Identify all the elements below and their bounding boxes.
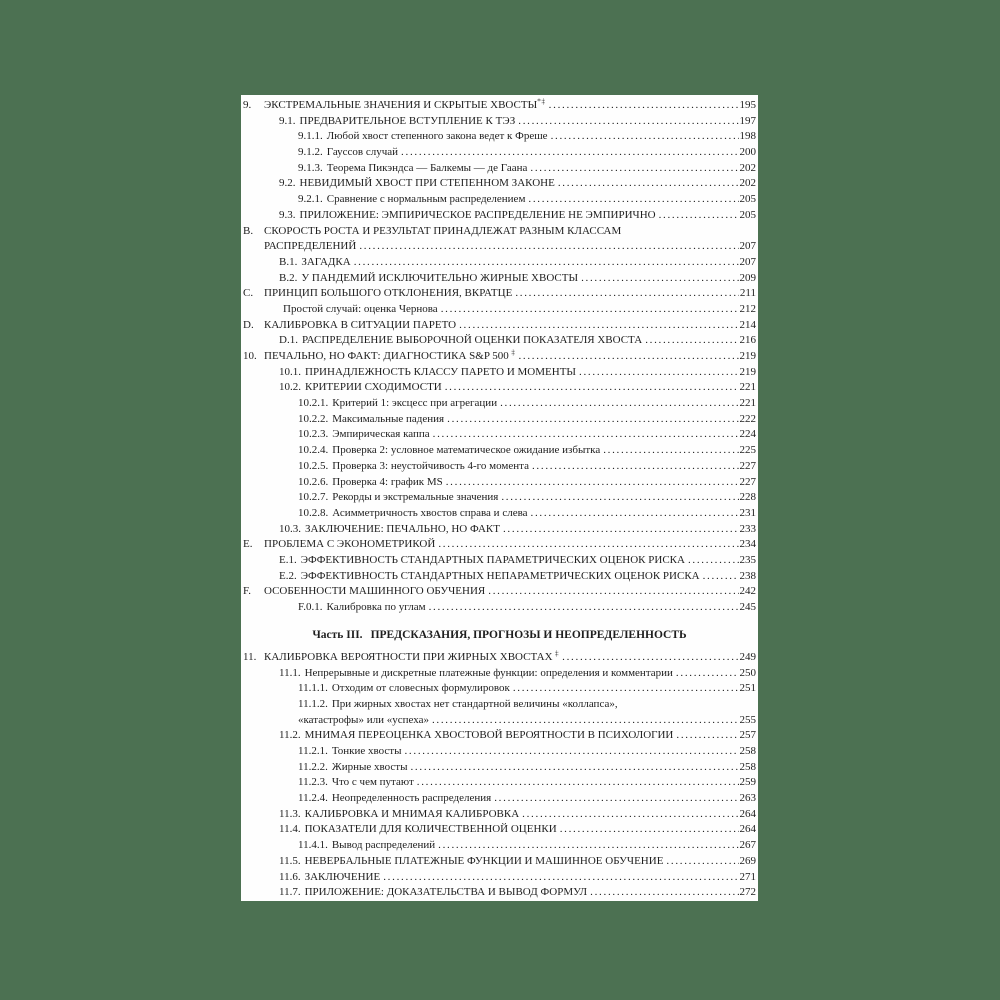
entry-number: 11.1.1. xyxy=(298,682,328,695)
paper xyxy=(241,95,758,901)
dot-leader xyxy=(528,192,738,208)
entry-number: B. xyxy=(243,224,254,237)
page-number: 221 xyxy=(739,381,756,394)
entry-number: 11.4. xyxy=(279,823,301,836)
page-number: 209 xyxy=(739,271,756,284)
entry-title xyxy=(264,98,546,114)
dot-leader xyxy=(549,98,739,114)
footnote-marker: ‡ xyxy=(552,649,560,658)
toc-entry xyxy=(243,192,756,208)
dot-leader xyxy=(433,427,739,443)
entry-number: E. xyxy=(243,538,253,551)
entry-title xyxy=(305,870,381,886)
footnote-marker: *‡ xyxy=(537,98,546,106)
page-number: 219 xyxy=(739,350,756,362)
entry-title xyxy=(301,569,700,585)
toc-entry xyxy=(243,666,756,682)
toc-entry xyxy=(243,506,756,522)
toc-entry xyxy=(243,807,756,823)
toc-entry xyxy=(243,537,756,553)
entry-title-text: Критерий 1: эксцесс при агрегации xyxy=(332,397,498,410)
page-number: 202 xyxy=(739,177,756,190)
page-number: 269 xyxy=(739,854,756,867)
toc-entry xyxy=(243,224,756,240)
entry-title xyxy=(332,681,510,697)
dot-leader xyxy=(530,161,738,177)
dot-leader xyxy=(503,522,739,538)
entry-title xyxy=(305,380,442,396)
entry-number: 9.3. xyxy=(279,208,296,221)
entry-title-text: ЭФФЕКТИВНОСТЬ СТАНДАРТНЫХ НЕПАРАМЕТРИЧЕСКИХ ОЦЕНОК РИСКА xyxy=(300,569,700,582)
entry-number: 11.2.4. xyxy=(298,792,328,805)
entry-title-text: Теорема Пикэндса — Балкемы — де Гаана xyxy=(326,161,528,174)
entry-title xyxy=(301,255,350,271)
toc-entry xyxy=(243,885,756,901)
entry-number: 11.1. xyxy=(279,666,301,679)
page-number: 258 xyxy=(739,745,756,757)
entry-number: D. xyxy=(243,318,254,331)
footnote-marker: ‡ xyxy=(508,349,516,357)
entry-number: E.1. xyxy=(279,553,297,566)
entry-title xyxy=(305,522,500,538)
dot-leader xyxy=(676,728,738,744)
dot-leader xyxy=(518,349,738,365)
entry-title-text: ПРЕДВАРИТЕЛЬНОЕ ВСТУПЛЕНИЕ К ТЭЗ xyxy=(299,114,516,127)
dot-leader xyxy=(438,537,738,553)
entry-title xyxy=(264,650,559,666)
entry-title-text: ПРИЛОЖЕНИЕ: ЭМПИРИЧЕСКОЕ РАСПРЕДЕЛЕНИЕ НЕ ЭМПИРИЧНО xyxy=(299,208,656,221)
entry-title-text: НЕВИДИМЫЙ ХВОСТ ПРИ СТЕПЕННОМ ЗАКОНЕ xyxy=(299,177,555,190)
entry-title xyxy=(332,775,414,791)
entry-title xyxy=(332,396,497,412)
dot-leader xyxy=(645,333,738,349)
page-number: 227 xyxy=(739,475,756,488)
part-heading xyxy=(243,628,756,644)
toc-entry xyxy=(243,600,756,616)
entry-title-text: ЗАКЛЮЧЕНИЕ xyxy=(304,870,381,883)
entry-title xyxy=(264,349,515,365)
page-number: 251 xyxy=(739,682,756,695)
toc-entry xyxy=(243,584,756,600)
entry-title-text: Эмпирическая каппа xyxy=(332,428,430,441)
entry-number: 10.2. xyxy=(279,381,301,394)
dot-leader xyxy=(447,412,738,428)
page-number: 197 xyxy=(739,114,756,127)
entry-title-text: Максимальные падения xyxy=(332,412,445,425)
dot-leader xyxy=(438,838,738,854)
toc-entry xyxy=(243,650,756,666)
entry-title xyxy=(264,584,485,600)
entry-title-text: ПРОБЛЕМА С ЭКОНОМЕТРИКОЙ xyxy=(264,538,436,551)
dot-leader xyxy=(404,744,738,760)
toc-entry xyxy=(243,412,756,428)
entry-title xyxy=(327,600,426,616)
page-number: 231 xyxy=(739,506,756,519)
dot-leader xyxy=(417,775,739,791)
entry-number: 10. xyxy=(243,350,257,362)
page-number: 264 xyxy=(739,823,756,836)
entry-number: 10.2.3. xyxy=(298,428,329,441)
entry-number: 9.1.1. xyxy=(298,130,323,143)
entry-number: 10.2.1. xyxy=(298,397,329,410)
dot-leader xyxy=(562,650,738,666)
entry-title-text: Отходим от словесных формулировок xyxy=(331,682,510,695)
entry-number: 9.1.3. xyxy=(298,161,323,174)
dot-leader xyxy=(515,286,739,302)
dot-leader xyxy=(500,396,738,412)
toc-entry xyxy=(243,775,756,791)
entry-title-text: Проверка 2: условное математическое ожидание избытка xyxy=(332,444,601,457)
entry-number: 10.3. xyxy=(279,522,301,535)
page-number: 207 xyxy=(739,240,756,253)
entry-number: 11.2.3. xyxy=(298,776,328,789)
dot-leader xyxy=(359,239,738,255)
toc-entry xyxy=(243,396,756,412)
entry-number: 10.2.7. xyxy=(298,491,329,504)
entry-title xyxy=(332,427,429,443)
entry-title xyxy=(332,838,435,854)
toc-entry xyxy=(243,490,756,506)
entry-title-text: ПЕЧАЛЬНО, НО ФАКТ: ДИАГНОСТИКА S&P 500 xyxy=(264,350,509,362)
dot-leader xyxy=(401,145,738,161)
entry-number: 11.6. xyxy=(279,870,301,883)
toc-entry xyxy=(243,522,756,538)
entry-title xyxy=(332,475,442,491)
toc-entry xyxy=(243,271,756,287)
toc-entry xyxy=(243,697,756,713)
entry-title-text: РАСПРЕДЕЛЕНИЙ xyxy=(264,240,357,253)
dot-leader xyxy=(354,255,739,271)
entry-title xyxy=(332,760,408,776)
entry-title-text: Сравнение с нормальным распределением xyxy=(326,193,526,206)
part-title: ПРЕДСКАЗАНИЯ, ПРОГНОЗЫ И НЕОПРЕДЕЛЕННОСТЬ xyxy=(370,629,687,642)
entry-title-text: ОСОБЕННОСТИ МАШИННОГО ОБУЧЕНИЯ xyxy=(264,585,486,598)
entry-title xyxy=(301,271,578,287)
entry-title-text: При жирных хвостах нет стандартной величины «коллапса», xyxy=(331,697,618,710)
page-number: 224 xyxy=(739,428,756,441)
toc-entry xyxy=(243,255,756,271)
dot-leader xyxy=(488,584,738,600)
entry-number: 9.1. xyxy=(279,114,296,127)
entry-number: 10.2.8. xyxy=(298,506,329,519)
entry-title xyxy=(283,302,438,318)
entry-title-text: РАСПРЕДЕЛЕНИЕ ВЫБОРОЧНОЙ ОЦЕНКИ ПОКАЗАТЕЛЯ ХВОСТА xyxy=(301,334,643,347)
dot-leader xyxy=(446,475,739,491)
toc-entry xyxy=(243,286,756,302)
dot-leader xyxy=(579,365,738,381)
dot-leader xyxy=(560,822,739,838)
toc-entry xyxy=(243,208,756,224)
entry-title-text: Асимметричность хвостов справа и слева xyxy=(332,506,528,519)
entry-title xyxy=(298,713,429,729)
dot-leader xyxy=(410,760,738,776)
entry-title xyxy=(305,822,557,838)
page-number: 200 xyxy=(739,146,756,159)
entry-title-text: У ПАНДЕМИЙ ИСКЛЮЧИТЕЛЬНО ЖИРНЫЕ ХВОСТЫ xyxy=(301,271,579,284)
toc-entry xyxy=(243,145,756,161)
entry-title-text: КАЛИБРОВКА ВЕРОЯТНОСТИ ПРИ ЖИРНЫХ ХВОСТАХ xyxy=(264,650,553,663)
dot-leader xyxy=(429,600,739,616)
entry-title xyxy=(327,145,398,161)
page-number: 205 xyxy=(739,193,756,206)
entry-number: 10.2.6. xyxy=(298,475,329,488)
entry-title xyxy=(300,114,516,130)
entry-title xyxy=(305,728,674,744)
dot-leader xyxy=(518,114,738,130)
entry-title-text: Проверка 4: график MS xyxy=(332,475,443,488)
entry-number: 11.4.1. xyxy=(298,839,328,852)
entry-title xyxy=(327,192,526,208)
entry-title-text: Простой случай: оценка Чернова xyxy=(283,302,438,315)
dot-leader xyxy=(703,569,739,585)
entry-title-text: Неопределенность распределения xyxy=(331,792,492,805)
page-number: 202 xyxy=(739,161,756,174)
entry-title-text: Тонкие хвосты xyxy=(331,745,402,757)
toc-entry xyxy=(243,459,756,475)
toc-entry xyxy=(243,176,756,192)
toc-entry xyxy=(243,854,756,870)
entry-title xyxy=(327,129,548,145)
entry-title xyxy=(264,224,621,240)
dot-leader xyxy=(659,208,739,224)
entry-title xyxy=(305,885,588,901)
entry-title xyxy=(301,553,685,569)
entry-number: B.2. xyxy=(279,271,298,284)
entry-title-text: МНИМАЯ ПЕРЕОЦЕНКА ХВОСТОВОЙ ВЕРОЯТНОСТИ В ПСИХОЛОГИИ xyxy=(304,729,674,742)
entry-title xyxy=(305,854,664,870)
toc-entry xyxy=(243,318,756,334)
toc-entry xyxy=(243,365,756,381)
page-number: 222 xyxy=(739,412,756,425)
toc-entry xyxy=(243,302,756,318)
entry-title-text: ЗАГАДКА xyxy=(301,255,351,268)
dot-leader xyxy=(501,490,738,506)
entry-title-text: ПОКАЗАТЕЛИ ДЛЯ КОЛИЧЕСТВЕННОЙ ОЦЕНКИ xyxy=(304,823,557,836)
toc-entry xyxy=(243,760,756,776)
entry-title xyxy=(305,666,673,682)
page-number: 271 xyxy=(739,870,756,883)
entry-title xyxy=(300,176,555,192)
page-number: 205 xyxy=(739,208,756,221)
page-number: 267 xyxy=(739,839,756,852)
toc-entry xyxy=(243,475,756,491)
toc-entry xyxy=(243,791,756,807)
entry-number: 11.5. xyxy=(279,854,301,867)
entry-title xyxy=(264,537,435,553)
dot-leader xyxy=(676,666,739,682)
entry-title xyxy=(332,459,529,475)
toc-entry xyxy=(243,569,756,585)
dot-leader xyxy=(666,854,738,870)
entry-title xyxy=(305,365,576,381)
entry-title-text: Гауссов случай xyxy=(326,146,399,159)
page-number: 219 xyxy=(739,365,756,378)
toc-entry xyxy=(243,870,756,886)
page-number: 225 xyxy=(739,444,756,457)
page-number: 258 xyxy=(739,760,756,773)
entry-title-text: СКОРОСТЬ РОСТА И РЕЗУЛЬТАТ ПРИНАДЛЕЖАТ РАЗНЫМ КЛАССАМ xyxy=(264,224,622,237)
toc-entry xyxy=(243,380,756,396)
entry-title-text: Проверка 3: неустойчивость 4-го момента xyxy=(332,459,529,472)
dot-leader xyxy=(513,681,739,697)
entry-number: C. xyxy=(243,287,254,300)
entry-title xyxy=(300,208,656,224)
dot-leader xyxy=(603,443,738,459)
toc-entry xyxy=(243,728,756,744)
dot-leader xyxy=(688,553,739,569)
entry-title-text: КРИТЕРИИ СХОДИМОСТИ xyxy=(305,381,442,394)
entry-title-text: ЭФФЕКТИВНОСТЬ СТАНДАРТНЫХ ПАРАМЕТРИЧЕСКИХ ОЦЕНОК РИСКА xyxy=(300,553,685,566)
entry-title-text: ПРИНЦИП БОЛЬШОГО ОТКЛОНЕНИЯ, ВКРАТЦЕ xyxy=(264,287,513,300)
dot-leader xyxy=(441,302,739,318)
toc-entry xyxy=(243,838,756,854)
entry-title xyxy=(264,286,512,302)
dot-leader xyxy=(558,176,739,192)
entry-number: 10.2.4. xyxy=(298,444,329,457)
entry-number: B.1. xyxy=(279,255,298,268)
dot-leader xyxy=(445,380,739,396)
page-number: 235 xyxy=(739,553,756,566)
entry-number: 11.2.1. xyxy=(298,745,328,757)
entry-title xyxy=(332,744,402,760)
page-number: 211 xyxy=(739,287,756,300)
entry-number: 10.2.2. xyxy=(298,412,329,425)
toc-entry xyxy=(243,129,756,145)
entry-number: 11.2.2. xyxy=(298,760,328,773)
entry-title xyxy=(332,490,498,506)
entry-number: 11. xyxy=(243,650,257,663)
page-number: 221 xyxy=(739,397,756,410)
toc-entry xyxy=(243,681,756,697)
dot-leader xyxy=(590,885,738,901)
entry-number: E.2. xyxy=(279,569,297,582)
entry-number: 9.1.2. xyxy=(298,146,323,159)
page-number: 227 xyxy=(739,459,756,472)
entry-number: 11.7. xyxy=(279,886,301,899)
entry-title xyxy=(332,506,527,522)
toc-entry xyxy=(243,349,756,365)
dot-leader xyxy=(522,807,738,823)
toc-entry xyxy=(243,98,756,114)
entry-title xyxy=(332,412,444,428)
toc-entry xyxy=(243,427,756,443)
entry-title xyxy=(332,791,491,807)
toc-entry xyxy=(243,114,756,130)
page-number: 249 xyxy=(739,650,756,663)
dot-leader xyxy=(531,506,739,522)
page-number: 257 xyxy=(739,729,756,742)
toc-entry xyxy=(243,161,756,177)
dot-leader xyxy=(432,713,739,729)
entry-title-text: Жирные хвосты xyxy=(331,760,408,773)
entry-number: D.1. xyxy=(279,334,298,347)
entry-title-text: «катастрофы» или «успеха» xyxy=(298,713,429,726)
page-number: 234 xyxy=(739,538,756,551)
toc-entry xyxy=(243,333,756,349)
page-number: 233 xyxy=(739,522,756,535)
page-number: 259 xyxy=(739,776,756,789)
page-number: 245 xyxy=(739,601,756,613)
entry-number: 10.1. xyxy=(279,365,301,378)
entry-title xyxy=(332,697,618,713)
entry-title xyxy=(305,807,520,823)
dot-leader xyxy=(581,271,738,287)
toc-entry xyxy=(243,553,756,569)
dot-leader xyxy=(459,318,738,334)
toc-entry xyxy=(243,713,756,729)
page-number: 255 xyxy=(739,713,756,726)
dot-leader xyxy=(551,129,739,145)
entry-title xyxy=(327,161,528,177)
page-number: 198 xyxy=(739,130,756,143)
entry-title-text: ЭКСТРЕМАЛЬНЫЕ ЗНАЧЕНИЯ И СКРЫТЫЕ ХВОСТЫ xyxy=(264,99,538,111)
page-number: 216 xyxy=(739,334,756,347)
page-number: 238 xyxy=(739,569,756,582)
entry-title xyxy=(264,239,356,255)
page-number: 207 xyxy=(739,255,756,268)
entry-number: 11.2. xyxy=(279,729,301,742)
entry-title-text: Любой хвост степенного закона ведет к Фреше xyxy=(326,130,548,143)
toc-entry xyxy=(243,822,756,838)
toc-entry xyxy=(243,744,756,760)
page-number: 272 xyxy=(739,886,756,899)
page-number: 212 xyxy=(739,302,756,315)
entry-title xyxy=(264,318,456,334)
entry-title-text: ЗАКЛЮЧЕНИЕ: ПЕЧАЛЬНО, НО ФАКТ xyxy=(305,522,500,535)
entry-number: F.0.1. xyxy=(298,601,323,613)
entry-title-text: КАЛИБРОВКА В СИТУАЦИИ ПАРЕТО xyxy=(264,318,457,331)
entry-number: 9.2.1. xyxy=(298,193,323,206)
entry-title-text: ПРИЛОЖЕНИЕ: ДОКАЗАТЕЛЬСТВА И ВЫВОД ФОРМУЛ xyxy=(304,886,588,899)
entry-title xyxy=(332,443,600,459)
entry-number: 9. xyxy=(243,99,252,111)
page-number: 242 xyxy=(739,585,756,598)
page-number: 195 xyxy=(739,99,756,111)
entry-number: 10.2.5. xyxy=(298,459,329,472)
entry-title-text: Непрерывные и дискретные платежные функции: определения и комментарии xyxy=(304,666,673,679)
entry-title-text: Что с чем путают xyxy=(331,776,414,789)
entry-number: 11.1.2. xyxy=(298,697,328,710)
entry-title-text: Калибровка по углам xyxy=(326,601,426,613)
dot-leader xyxy=(532,459,739,475)
entry-title-text: НЕВЕРБАЛЬНЫЕ ПЛАТЕЖНЫЕ ФУНКЦИИ И МАШИННОЕ ОБУЧЕНИЕ xyxy=(304,854,664,867)
part-label: Часть III. xyxy=(312,629,363,642)
dot-leader xyxy=(383,870,738,886)
entry-title-text: Вывод распределений xyxy=(331,839,436,852)
entry-number: F. xyxy=(243,585,251,598)
page-number: 250 xyxy=(739,666,756,679)
entry-number: 11.3. xyxy=(279,807,301,820)
entry-title xyxy=(302,333,642,349)
entry-title-text: Рекорды и экстремальные значения xyxy=(332,491,499,504)
entry-number: 9.2. xyxy=(279,177,296,190)
entry-title-text: ПРИНАДЛЕЖНОСТЬ КЛАССУ ПАРЕТО И МОМЕНТЫ xyxy=(305,365,577,378)
toc-entry xyxy=(243,443,756,459)
page-number: 214 xyxy=(739,318,756,331)
entry-title-text: КАЛИБРОВКА И МНИМАЯ КАЛИБРОВКА xyxy=(304,807,520,820)
toc-entry xyxy=(243,239,756,255)
page-number: 228 xyxy=(739,491,756,504)
dot-leader xyxy=(494,791,738,807)
page-number: 264 xyxy=(739,807,756,820)
page-number: 263 xyxy=(739,792,756,805)
